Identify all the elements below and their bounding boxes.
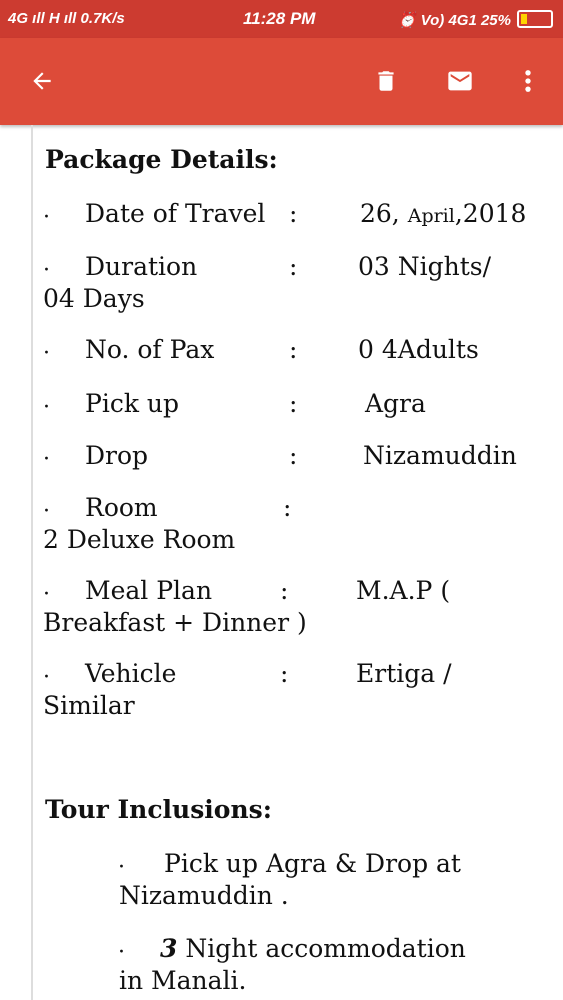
bullet: · <box>43 582 50 607</box>
label-pick-up: Pick up <box>85 389 180 418</box>
battery-icon <box>517 10 553 28</box>
more-vert-icon[interactable] <box>508 61 548 101</box>
tour-item-1-line1: Pick up Agra & Drop at <box>164 849 461 878</box>
tour-item-1-line2: Nizamuddin . <box>119 881 289 910</box>
tour-item-2-line2: in Manali. <box>119 966 247 995</box>
value-room: 2 Deluxe Room <box>43 525 236 554</box>
label-room: Room <box>85 493 158 522</box>
back-arrow-icon[interactable] <box>22 61 62 101</box>
tour-inclusions-heading: Tour Inclusions: <box>45 795 272 824</box>
bullet: · <box>43 205 50 230</box>
bullet: · <box>43 447 50 472</box>
colon: : <box>289 199 298 228</box>
bullet: · <box>43 395 50 420</box>
colon: : <box>289 335 298 364</box>
value-vehicle-wrap: Similar <box>43 691 135 720</box>
value-date-of-travel: 26, April,2018 <box>360 199 527 228</box>
value-pick-up: Agra <box>365 389 426 418</box>
system-status: ⏰ Vo) 4G1 25% <box>398 10 553 29</box>
value-duration-wrap: 04 Days <box>43 284 145 313</box>
value-vehicle: Ertiga / <box>356 659 452 688</box>
colon: : <box>283 493 292 522</box>
value-meal-plan-wrap: Breakfast + Dinner ) <box>43 608 307 637</box>
colon: : <box>280 576 289 605</box>
bullet: · <box>43 341 50 366</box>
value-meal-plan: M.A.P ( <box>356 576 451 605</box>
label-drop: Drop <box>85 441 149 470</box>
bullet: · <box>43 258 50 283</box>
mail-icon[interactable] <box>440 61 480 101</box>
bullet: · <box>118 940 125 965</box>
bullet: · <box>43 499 50 524</box>
label-date-of-travel: Date of Travel <box>85 199 266 228</box>
value-drop: Nizamuddin <box>363 441 517 470</box>
app-bar <box>0 38 563 125</box>
email-body <box>31 125 563 1000</box>
label-duration: Duration <box>85 252 198 281</box>
trash-icon[interactable] <box>366 61 406 101</box>
signal-info: 4G ıll H ıll 0.7K/s <box>8 10 125 27</box>
clock: 11:28 PM <box>243 9 316 28</box>
colon: : <box>280 659 289 688</box>
colon: : <box>289 441 298 470</box>
bullet: · <box>118 855 125 880</box>
colon: : <box>289 389 298 418</box>
package-details-heading: Package Details: <box>45 145 278 174</box>
tour-item-2-line1: 3 Night accommodation <box>160 934 466 963</box>
label-meal-plan: Meal Plan <box>85 576 213 605</box>
label-vehicle: Vehicle <box>85 659 177 688</box>
value-duration: 03 Nights/ <box>358 252 492 281</box>
colon: : <box>289 252 298 281</box>
bullet: · <box>43 665 50 690</box>
status-bar <box>0 0 563 38</box>
label-no-of-pax: No. of Pax <box>85 335 215 364</box>
value-no-of-pax: 0 4Adults <box>358 335 479 364</box>
